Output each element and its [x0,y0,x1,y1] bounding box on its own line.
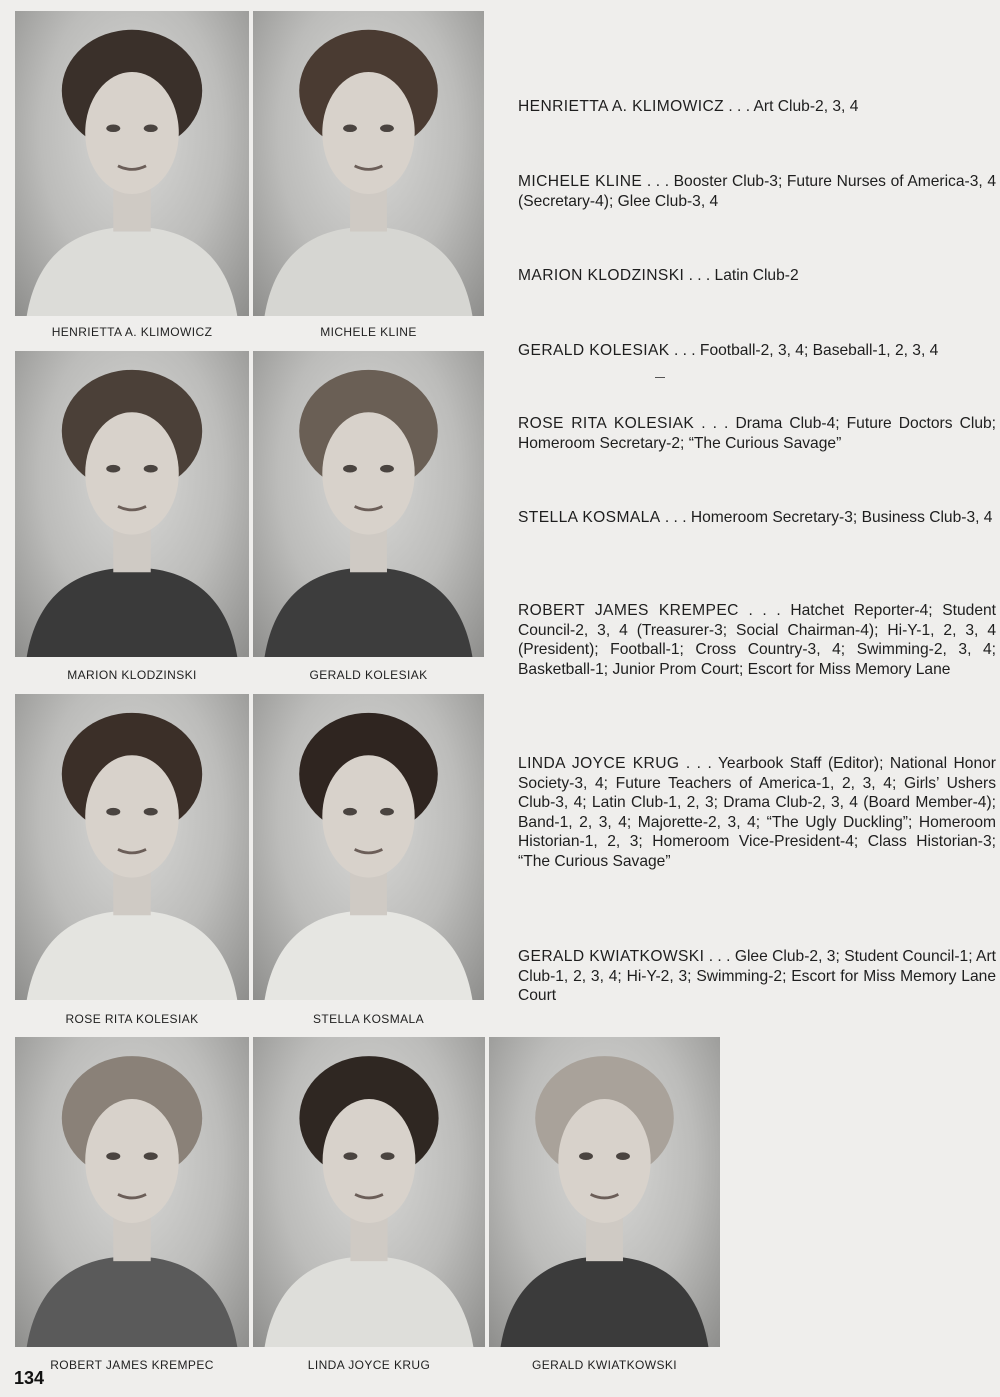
portrait-photo [15,11,249,316]
portrait-caption: MARION KLODZINSKI [67,668,197,682]
portrait-caption: STELLA KOSMALA [313,1012,424,1026]
left-eye [579,1152,593,1160]
shoulders [501,1256,709,1347]
portrait-silhouette [253,694,484,1000]
left-eye [343,465,357,473]
face [323,1099,416,1223]
portrait-silhouette [15,1037,249,1347]
bio-text: . . . Hatchet Reporter-4; Student Council-2, 3, 4 (Treasurer-3; Social Chairman-4); Hi-Y-1, 2, 3, 4 (President); Football-1; Cross Country-3, 4; Swimming-2, 3, 4; Basketball-1; Junior Prom Court; Escort for Miss Memory Lane [518,602,997,678]
bio-name: ROSE RITA KOLESIAK [518,415,695,432]
shoulders [27,568,238,657]
portrait-photo [253,694,484,1000]
page-number: 134 [14,1368,45,1388]
bio-entry [518,754,996,871]
bio-name: LINDA JOYCE KRUG [518,755,680,772]
left-eye [106,808,120,816]
portrait-caption: MICHELE KLINE [320,325,417,339]
bio-name: ROBERT JAMES KREMPEC [518,602,739,619]
shoulders [27,227,238,316]
bio-entry [518,947,996,1006]
left-eye [106,125,120,133]
bio-entry [518,172,996,211]
face [322,755,414,877]
face [558,1099,650,1223]
bio-text: . . . Booster Club-3; Future Nurses of America-3, 4 (Secretary-4); Glee Club-3, 4 [518,173,996,210]
print-mark [655,377,665,378]
shoulders [265,568,473,657]
bio-text: . . . Latin Club-2 [684,267,799,284]
shoulders [265,911,473,1000]
bio-name: HENRIETTA A. KLIMOWICZ [518,98,725,115]
bio-text: . . . Homeroom Secretary-3; Business Club-3, 4 [660,509,993,526]
left-eye [343,125,357,133]
portrait-silhouette [15,694,249,1000]
bio-name: MICHELE KLINE [518,173,643,190]
bio-name: MARION KLODZINSKI [518,267,685,284]
bio-name: GERALD KOLESIAK [518,342,670,359]
portrait-photo [253,1037,485,1347]
portrait-photo [15,351,249,657]
bio-entry [518,97,996,117]
right-eye [380,808,394,816]
portrait-photo [15,694,249,1000]
right-eye [616,1152,630,1160]
portrait-silhouette [15,11,249,316]
bio-text: . . . Drama Club-4; Future Doctors Club; Homeroom Secretary-2; “The Curious Savage” [518,415,996,452]
portrait-caption: GERALD KOLESIAK [309,668,428,682]
portrait-photo [253,351,484,657]
right-eye [380,465,394,473]
portrait-caption: GERALD KWIATKOWSKI [532,1358,677,1372]
portrait-photo [15,1037,249,1347]
face [85,1099,179,1223]
portrait-caption: ROSE RITA KOLESIAK [65,1012,199,1026]
shoulders [265,1256,474,1347]
portrait-photo [253,11,484,316]
left-eye [343,808,357,816]
face [85,72,179,194]
portrait-photo [489,1037,720,1347]
portrait-silhouette [253,1037,485,1347]
left-eye [343,1152,357,1160]
bio-text: . . . Yearbook Staff (Editor); National Honor Society-3, 4; Future Teachers of America-1, 2, 3, 4; Girls’ Ushers Club-3, 4; Latin Club-1, 2, 3; Drama Club-2, 3, 4 (Board Member-4); Band-1, 2, 3, 4; Majorette-2, 3, 4; “The Ugly Duckling”; Homeroom Historian-1, 2, 3; Homeroom Vice-President-4; Class Historian-3; “The Curious Savage” [518,755,996,870]
bio-text: . . . Glee Club-2, 3; Student Council-1; Art Club-1, 2, 3, 4; Hi-Y-2, 3; Swimming-2; Escort for Miss Memory Lane Court [518,948,996,1004]
portrait-silhouette [253,11,484,316]
right-eye [381,1152,395,1160]
portrait-caption: ROBERT JAMES KREMPEC [50,1358,214,1372]
left-eye [106,465,120,473]
portrait-silhouette [253,351,484,657]
bio-name: GERALD KWIATKOWSKI [518,948,705,965]
left-eye [106,1152,120,1160]
bio-entry [518,508,996,528]
bio-name: STELLA KOSMALA [518,509,661,526]
bio-text: . . . Art Club-2, 3, 4 [724,98,859,115]
shoulders [265,227,473,316]
shoulders [27,1256,238,1347]
bio-text: . . . Football-2, 3, 4; Baseball-1, 2, 3, 4 [669,342,939,359]
portrait-caption: HENRIETTA A. KLIMOWICZ [51,325,213,339]
shoulders [27,911,238,1000]
right-eye [144,465,158,473]
right-eye [144,1152,158,1160]
portrait-caption: LINDA JOYCE KRUG [307,1358,431,1372]
right-eye [380,125,394,133]
face [322,72,414,194]
bio-entry [518,266,996,286]
right-eye [144,125,158,133]
portrait-silhouette [15,351,249,657]
bio-entry [518,601,996,679]
bio-entry [518,341,996,361]
portrait-silhouette [489,1037,720,1347]
face [85,412,179,534]
face [322,412,414,534]
right-eye [144,808,158,816]
face [85,755,179,877]
bio-entry [518,414,996,453]
